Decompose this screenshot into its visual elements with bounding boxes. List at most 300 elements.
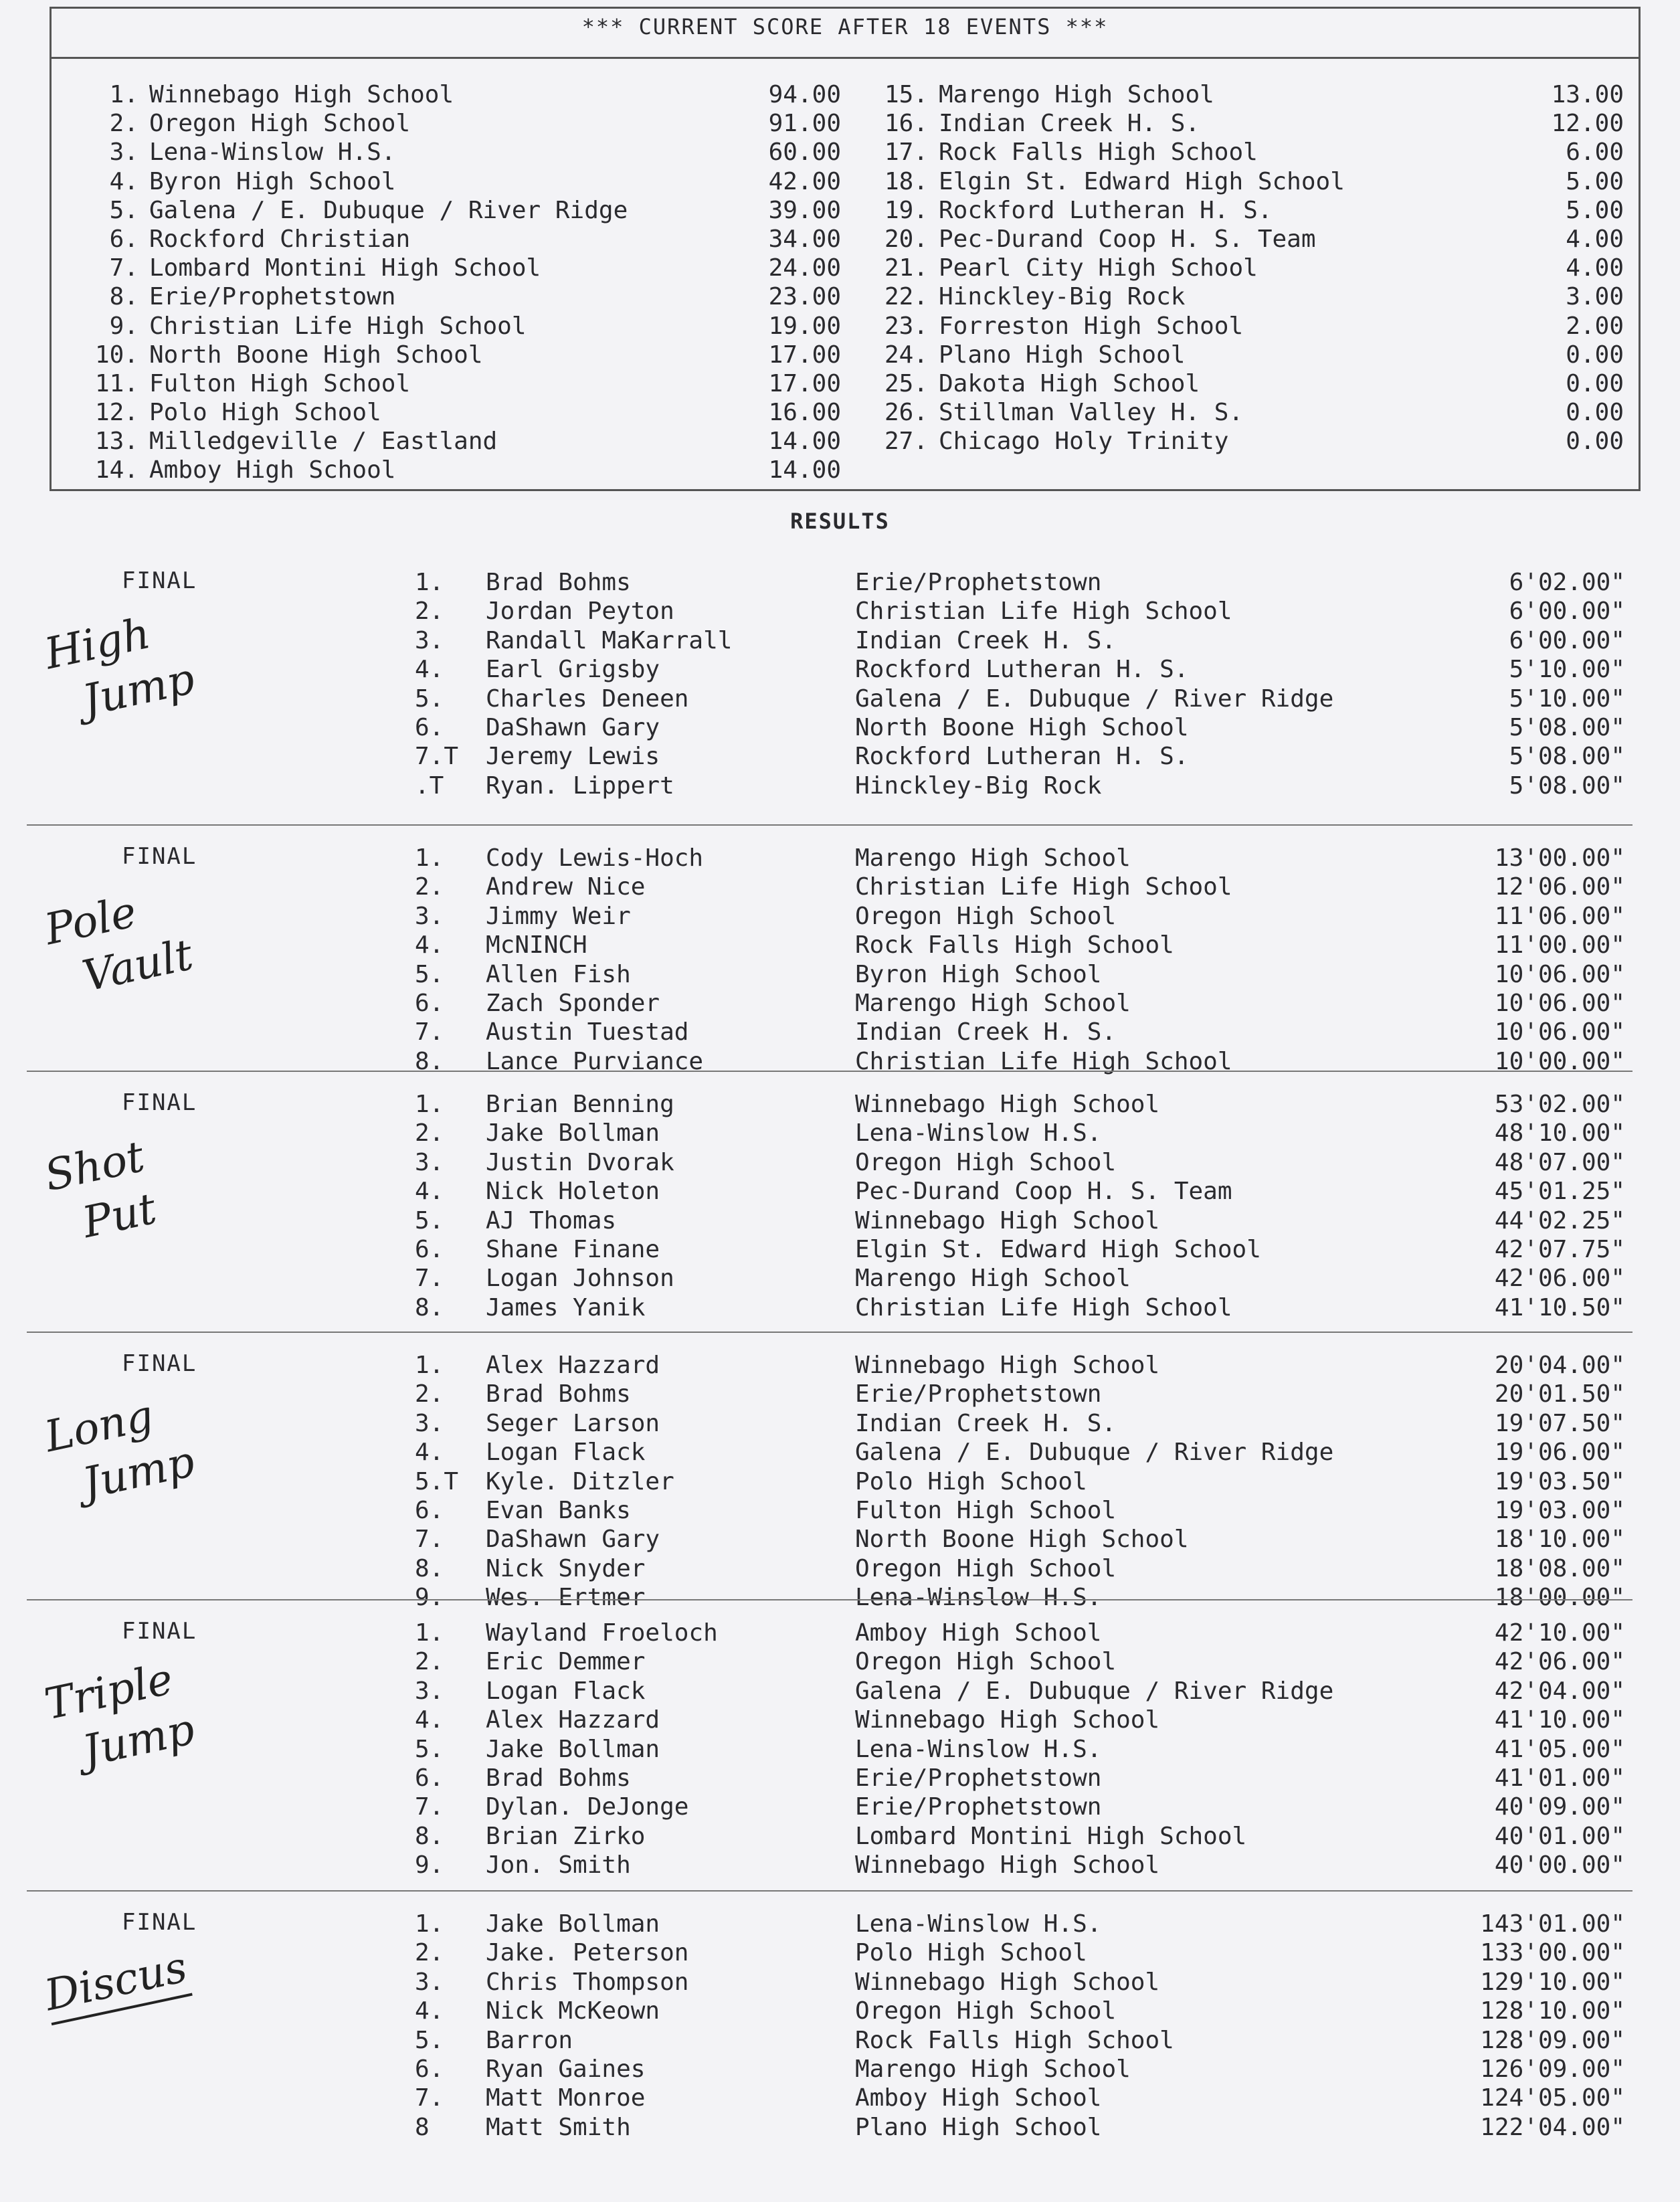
event-status: FINAL — [122, 1350, 197, 1377]
result-mark: 41'05.00" — [1494, 1735, 1625, 1763]
score-rank: 25. — [884, 369, 928, 397]
score-row — [868, 168, 1624, 197]
result-athlete: Allen Fish — [486, 960, 631, 988]
result-school: Erie/Prophetstown — [855, 1764, 1102, 1792]
score-row — [78, 399, 841, 428]
score-team: Elgin St. Edward High School — [939, 167, 1345, 195]
result-athlete: Justin Dvorak — [486, 1148, 674, 1176]
result-athlete: Logan Johnson — [486, 1265, 674, 1293]
result-athlete: DaShawn Gary — [486, 714, 660, 741]
result-athlete: Alex Hazzard — [486, 1706, 660, 1734]
result-row — [0, 1497, 1680, 1526]
result-athlete: Ryan. Lippert — [486, 771, 674, 800]
result-place: 5. — [415, 684, 444, 713]
score-points: 17.00 — [768, 369, 841, 397]
event-handwritten-label: Shot Put — [40, 1131, 161, 1254]
score-points: 0.00 — [1566, 399, 1624, 427]
score-rank: 12. — [94, 399, 138, 427]
result-school: Marengo High School — [855, 844, 1131, 872]
result-mark: 41'10.00" — [1494, 1706, 1625, 1734]
result-mark: 44'02.25" — [1494, 1206, 1625, 1234]
result-place: 2. — [415, 1648, 444, 1676]
score-rank: 23. — [884, 312, 928, 340]
result-athlete: Jake. Peterson — [486, 1939, 689, 1967]
score-points: 42.00 — [768, 167, 841, 195]
result-row — [0, 1048, 1680, 1077]
score-rank: 24. — [884, 341, 928, 369]
result-athlete: Ryan Gaines — [486, 2055, 646, 2083]
score-row — [868, 341, 1624, 370]
result-mark: 40'09.00" — [1494, 1793, 1625, 1821]
score-points: 2.00 — [1566, 312, 1624, 340]
result-row — [0, 1910, 1680, 1939]
result-mark: 42'10.00" — [1494, 1619, 1625, 1647]
result-row — [0, 1526, 1680, 1554]
result-athlete: Kyle. Ditzler — [486, 1467, 674, 1495]
result-school: Lena-Winslow H.S. — [855, 1119, 1102, 1148]
score-team: Indian Creek H. S. — [939, 110, 1200, 138]
score-team: Rockford Christian — [149, 225, 411, 253]
score-team: Dakota High School — [939, 369, 1200, 397]
result-row — [0, 1736, 1680, 1764]
result-school: Indian Creek H. S. — [855, 1018, 1117, 1046]
result-mark: 41'10.50" — [1494, 1293, 1625, 1321]
score-points: 5.00 — [1566, 167, 1624, 195]
result-place: 7. — [415, 1018, 444, 1046]
result-row — [0, 1764, 1680, 1793]
score-team: Rock Falls High School — [939, 139, 1258, 167]
result-mark: 53'02.00" — [1494, 1091, 1625, 1118]
result-school: Lena-Winslow H.S. — [855, 1735, 1102, 1763]
result-school: Indian Creek H. S. — [855, 626, 1117, 654]
result-athlete: Austin Tuestad — [486, 1018, 689, 1046]
result-mark: 11'06.00" — [1494, 902, 1625, 930]
score-rank: 7. — [109, 254, 138, 282]
result-place: 6. — [415, 1236, 444, 1263]
result-row — [0, 1236, 1680, 1265]
result-mark: 48'10.00" — [1494, 1119, 1625, 1148]
score-points: 34.00 — [768, 225, 841, 253]
result-mark: 10'06.00" — [1494, 1018, 1625, 1046]
result-athlete: Randall MaKarrall — [486, 626, 733, 654]
result-school: Lena-Winslow H.S. — [855, 1584, 1102, 1612]
result-athlete: Nick Holeton — [486, 1178, 660, 1206]
score-row — [78, 139, 841, 167]
result-place: 8. — [415, 1047, 444, 1075]
score-rank: 5. — [109, 196, 138, 224]
result-mark: 18'00.00" — [1494, 1584, 1625, 1612]
result-athlete: Brad Bohms — [486, 569, 631, 596]
event-divider — [27, 1071, 1632, 1072]
result-athlete: Jake Bollman — [486, 1119, 660, 1148]
score-rank: 8. — [109, 283, 138, 311]
result-row — [0, 2084, 1680, 2113]
score-team: Byron High School — [149, 167, 396, 195]
score-team: Christian Life High School — [149, 312, 527, 340]
result-mark: 5'08.00" — [1509, 714, 1625, 741]
score-points: 17.00 — [768, 341, 841, 369]
result-place: 6. — [415, 2055, 444, 2083]
result-place: 5.T — [415, 1467, 459, 1495]
result-mark: 40'01.00" — [1494, 1822, 1625, 1850]
result-row — [0, 1555, 1680, 1584]
result-place: 1. — [415, 569, 444, 596]
event-status: FINAL — [122, 843, 197, 870]
score-points: 16.00 — [768, 399, 841, 427]
result-place: 4. — [415, 1178, 444, 1206]
score-row — [868, 197, 1624, 225]
result-place: 6. — [415, 714, 444, 741]
score-title-divider — [52, 57, 1639, 59]
result-row — [0, 627, 1680, 656]
event-handwritten-label: Triple Jump — [40, 1654, 199, 1782]
score-team: Stillman Valley H. S. — [939, 399, 1244, 427]
result-row — [0, 1939, 1680, 1968]
score-row — [868, 370, 1624, 399]
result-school: North Boone High School — [855, 1526, 1189, 1554]
result-athlete: Andrew Nice — [486, 873, 646, 901]
score-points: 3.00 — [1566, 283, 1624, 311]
result-place: 2. — [415, 1939, 444, 1967]
result-mark: 45'01.25" — [1494, 1178, 1625, 1206]
result-school: Rock Falls High School — [855, 931, 1174, 959]
result-mark: 5'08.00" — [1509, 743, 1625, 771]
score-points: 4.00 — [1566, 225, 1624, 253]
score-team: Marengo High School — [939, 81, 1214, 108]
result-school: Oregon High School — [855, 1554, 1117, 1582]
result-school: Galena / E. Dubuque / River Ridge — [855, 684, 1334, 713]
result-place: .T — [415, 771, 444, 800]
result-school: Winnebago High School — [855, 1851, 1160, 1879]
result-row — [0, 1584, 1680, 1613]
result-place: 8. — [415, 1822, 444, 1850]
result-mark: 124'05.00" — [1480, 2084, 1625, 2112]
result-row — [0, 1018, 1680, 1047]
result-athlete: Earl Grigsby — [486, 656, 660, 684]
result-athlete: Jeremy Lewis — [486, 743, 660, 771]
event-divider — [27, 1599, 1632, 1600]
result-mark: 19'07.50" — [1494, 1409, 1625, 1437]
result-row — [0, 1149, 1680, 1178]
result-mark: 5'08.00" — [1509, 771, 1625, 800]
result-row — [0, 1677, 1680, 1706]
score-team: Winnebago High School — [149, 81, 454, 108]
score-row — [78, 110, 841, 139]
score-rank: 14. — [94, 456, 138, 484]
score-row — [78, 370, 841, 399]
result-athlete: Zach Sponder — [486, 990, 660, 1017]
score-rank: 2. — [109, 110, 138, 138]
event-status: FINAL — [122, 567, 197, 594]
result-row — [0, 685, 1680, 714]
result-place: 7. — [415, 1793, 444, 1821]
score-rank: 18. — [884, 167, 928, 195]
event-divider — [27, 1890, 1632, 1892]
result-mark: 10'06.00" — [1494, 990, 1625, 1017]
result-athlete: Jake Bollman — [486, 1910, 660, 1938]
score-title: *** CURRENT SCORE AFTER 18 EVENTS *** — [581, 14, 1109, 39]
score-rank: 16. — [884, 110, 928, 138]
result-row — [0, 1648, 1680, 1677]
score-row — [78, 225, 841, 254]
result-athlete: Logan Flack — [486, 1677, 646, 1705]
result-school: Galena / E. Dubuque / River Ridge — [855, 1677, 1334, 1705]
result-school: Winnebago High School — [855, 1206, 1160, 1234]
result-row — [0, 2027, 1680, 2055]
result-athlete: Cody Lewis-Hoch — [486, 844, 704, 872]
result-row — [0, 1178, 1680, 1206]
result-mark: 128'10.00" — [1480, 1997, 1625, 2025]
score-points: 6.00 — [1566, 139, 1624, 167]
score-team: Lena-Winslow H.S. — [149, 139, 396, 167]
score-rank: 9. — [109, 312, 138, 340]
result-mark: 6'00.00" — [1509, 598, 1625, 626]
result-school: Christian Life High School — [855, 873, 1232, 901]
score-row — [78, 254, 841, 283]
score-row — [868, 139, 1624, 167]
result-row — [0, 1968, 1680, 1997]
score-team: Erie/Prophetstown — [149, 283, 396, 311]
result-row — [0, 1793, 1680, 1822]
result-school: Winnebago High School — [855, 1352, 1160, 1379]
result-row — [0, 1265, 1680, 1293]
result-mark: 42'06.00" — [1494, 1265, 1625, 1293]
score-points: 0.00 — [1566, 341, 1624, 369]
event-status: FINAL — [122, 1909, 197, 1936]
result-school: Amboy High School — [855, 1619, 1102, 1647]
result-athlete: James Yanik — [486, 1293, 646, 1321]
score-row — [78, 312, 841, 341]
result-row — [0, 1352, 1680, 1380]
result-athlete: Evan Banks — [486, 1497, 631, 1524]
result-school: Oregon High School — [855, 1648, 1117, 1676]
result-school: Oregon High School — [855, 1148, 1117, 1176]
result-athlete: Jordan Peyton — [486, 598, 674, 626]
result-school: Oregon High School — [855, 902, 1117, 930]
result-row — [0, 1119, 1680, 1148]
score-points: 0.00 — [1566, 369, 1624, 397]
result-place: 7. — [415, 1265, 444, 1293]
result-school: Christian Life High School — [855, 598, 1232, 626]
result-place: 1. — [415, 1352, 444, 1379]
result-mark: 42'04.00" — [1494, 1677, 1625, 1705]
result-place: 4. — [415, 931, 444, 959]
result-place: 8. — [415, 1293, 444, 1321]
score-row — [868, 283, 1624, 312]
result-place: 3. — [415, 1409, 444, 1437]
result-place: 8 — [415, 2113, 430, 2141]
result-school: Amboy High School — [855, 2084, 1102, 2112]
score-row — [78, 81, 841, 110]
score-rank: 1. — [109, 81, 138, 108]
result-mark: 6'02.00" — [1509, 569, 1625, 596]
score-rank: 10. — [94, 341, 138, 369]
result-school: Elgin St. Edward High School — [855, 1236, 1261, 1263]
result-athlete: Brad Bohms — [486, 1380, 631, 1408]
result-mark: 20'04.00" — [1494, 1352, 1625, 1379]
result-school: Marengo High School — [855, 2055, 1131, 2083]
result-mark: 5'10.00" — [1509, 684, 1625, 713]
event-divider — [27, 1332, 1632, 1333]
result-mark: 20'01.50" — [1494, 1380, 1625, 1408]
score-points: 4.00 — [1566, 254, 1624, 282]
event-handwritten-label: Pole Vault — [40, 887, 197, 1008]
score-points: 14.00 — [768, 456, 841, 484]
result-mark: 10'00.00" — [1494, 1047, 1625, 1075]
result-row — [0, 1619, 1680, 1648]
score-team: Forreston High School — [939, 312, 1244, 340]
result-place: 5. — [415, 2026, 444, 2054]
result-athlete: Barron — [486, 2026, 573, 2054]
result-school: Erie/Prophetstown — [855, 1380, 1102, 1408]
score-row — [868, 399, 1624, 428]
result-place: 2. — [415, 598, 444, 626]
score-row — [868, 225, 1624, 254]
result-place: 1. — [415, 1091, 444, 1118]
result-athlete: Wayland Froeloch — [486, 1619, 718, 1647]
result-row — [0, 1380, 1680, 1409]
result-athlete: Brian Zirko — [486, 1822, 646, 1850]
result-school: Pec-Durand Coop H. S. Team — [855, 1178, 1232, 1206]
score-rank: 6. — [109, 225, 138, 253]
score-team: Pec-Durand Coop H. S. Team — [939, 225, 1316, 253]
result-place: 6. — [415, 1497, 444, 1524]
result-mark: 42'07.75" — [1494, 1236, 1625, 1263]
event-status: FINAL — [122, 1618, 197, 1645]
result-school: Polo High School — [855, 1939, 1087, 1967]
result-row — [0, 743, 1680, 771]
score-points: 39.00 — [768, 196, 841, 224]
result-place: 2. — [415, 873, 444, 901]
score-team: Rockford Lutheran H. S. — [939, 196, 1273, 224]
score-row — [78, 428, 841, 456]
result-row — [0, 1468, 1680, 1497]
result-athlete: Matt Monroe — [486, 2084, 646, 2112]
score-points: 91.00 — [768, 110, 841, 138]
result-school: Rockford Lutheran H. S. — [855, 656, 1189, 684]
result-mark: 40'00.00" — [1494, 1851, 1625, 1879]
score-row — [868, 81, 1624, 110]
result-school: Galena / E. Dubuque / River Ridge — [855, 1439, 1334, 1467]
result-row — [0, 1706, 1680, 1735]
result-place: 3. — [415, 1148, 444, 1176]
score-team: Amboy High School — [149, 456, 396, 484]
result-athlete: Jon. Smith — [486, 1851, 631, 1879]
result-school: Plano High School — [855, 2113, 1102, 2141]
result-place: 8. — [415, 1554, 444, 1582]
score-team: North Boone High School — [149, 341, 483, 369]
result-place: 3. — [415, 1677, 444, 1705]
score-team: Pearl City High School — [939, 254, 1258, 282]
score-row — [78, 456, 841, 485]
event-handwritten-label: Discus — [40, 1940, 192, 2025]
result-school: Winnebago High School — [855, 1091, 1160, 1118]
score-rank: 22. — [884, 283, 928, 311]
result-place: 9. — [415, 1851, 444, 1879]
score-row — [78, 197, 841, 225]
score-row — [868, 254, 1624, 283]
score-rank: 3. — [109, 139, 138, 167]
result-row — [0, 656, 1680, 684]
current-score-box — [50, 7, 1641, 491]
score-rank: 17. — [884, 139, 928, 167]
result-school: Lena-Winslow H.S. — [855, 1910, 1102, 1938]
result-row — [0, 931, 1680, 960]
result-place: 6. — [415, 990, 444, 1017]
score-points: 5.00 — [1566, 196, 1624, 224]
score-team: Hinckley-Big Rock — [939, 283, 1186, 311]
score-row — [868, 312, 1624, 341]
result-mark: 48'07.00" — [1494, 1148, 1625, 1176]
result-place: 2. — [415, 1380, 444, 1408]
result-row — [0, 1823, 1680, 1851]
score-team: Galena / E. Dubuque / River Ridge — [149, 196, 628, 224]
result-mark: 18'10.00" — [1494, 1526, 1625, 1554]
score-team: Chicago Holy Trinity — [939, 428, 1229, 456]
result-row — [0, 844, 1680, 873]
result-athlete: Nick McKeown — [486, 1997, 660, 2025]
result-school: Fulton High School — [855, 1497, 1117, 1524]
score-rank: 15. — [884, 81, 928, 108]
result-place: 9. — [415, 1584, 444, 1612]
event-divider — [27, 824, 1632, 826]
result-row — [0, 2114, 1680, 2142]
result-athlete: Jake Bollman — [486, 1735, 660, 1763]
event-handwritten-label: Long Jump — [40, 1390, 199, 1515]
result-school: Byron High School — [855, 960, 1102, 988]
score-points: 24.00 — [768, 254, 841, 282]
result-mark: 126'09.00" — [1480, 2055, 1625, 2083]
result-place: 4. — [415, 1706, 444, 1734]
result-school: Marengo High School — [855, 990, 1131, 1017]
result-mark: 143'01.00" — [1480, 1910, 1625, 1938]
score-team: Milledgeville / Eastland — [149, 428, 498, 456]
result-row — [0, 598, 1680, 626]
result-mark: 42'06.00" — [1494, 1648, 1625, 1676]
score-team: Fulton High School — [149, 369, 411, 397]
score-row — [78, 283, 841, 312]
result-row — [0, 714, 1680, 743]
result-school: North Boone High School — [855, 714, 1189, 741]
result-school: Erie/Prophetstown — [855, 569, 1102, 596]
result-mark: 19'06.00" — [1494, 1439, 1625, 1467]
result-row — [0, 1851, 1680, 1880]
result-place: 3. — [415, 626, 444, 654]
result-row — [0, 1294, 1680, 1323]
result-place: 4. — [415, 1997, 444, 2025]
score-rank: 27. — [884, 428, 928, 456]
result-place: 1. — [415, 1619, 444, 1647]
result-row — [0, 772, 1680, 801]
result-place: 1. — [415, 844, 444, 872]
result-row — [0, 1439, 1680, 1467]
score-points: 94.00 — [768, 81, 841, 108]
results-title: RESULTS — [790, 509, 890, 534]
result-row — [0, 1207, 1680, 1236]
score-team: Polo High School — [149, 399, 381, 427]
result-athlete: Brad Bohms — [486, 1764, 631, 1792]
result-athlete: Matt Smith — [486, 2113, 631, 2141]
score-row — [868, 428, 1624, 456]
result-place: 5. — [415, 1735, 444, 1763]
event-status: FINAL — [122, 1089, 197, 1116]
score-column-left — [78, 81, 841, 486]
score-points: 14.00 — [768, 428, 841, 456]
score-rank: 21. — [884, 254, 928, 282]
result-mark: 11'00.00" — [1494, 931, 1625, 959]
result-school: Rockford Lutheran H. S. — [855, 743, 1189, 771]
score-points: 12.00 — [1551, 110, 1624, 138]
